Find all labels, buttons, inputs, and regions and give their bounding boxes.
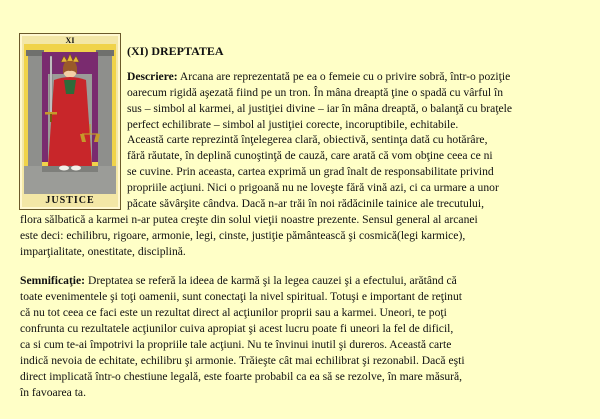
description-line: propriile acţiuni. Nici o prigoană nu ne loveşte fără vină azi, ci ca urmare a unor	[127, 181, 499, 194]
justice-tarot-card	[19, 33, 121, 210]
meaning-line: în favoarea ta.	[20, 386, 86, 399]
meaning-line: că nu tot ceea ce faci este un rezultat direct al acţiunilor proprii sau a karmei. Uneori, te poţi	[20, 306, 447, 319]
justice-card-illustration	[20, 34, 120, 209]
description-line: fără răutate, în deplină cunoştinţă de cauză, care arată că vom obţine ceea ce ni	[127, 149, 493, 162]
description-line: Descriere: Arcana are reprezentată pe ea o femeie cu o privire sobră, într-o poziţie	[127, 70, 511, 83]
page-title: (XI) DREPTATEA	[127, 44, 224, 58]
description-line: oarecum rigidă aşezată fiind pe un tron. În mâna dreaptă ţine o spadă cu vârful în	[127, 86, 503, 99]
card-number: XI	[65, 36, 75, 45]
card-name: JUSTICE	[45, 195, 95, 206]
meaning-line: confrunta cu rezultatele acţiunilor cuiva apropiat şi acest lucru poate fi uneori la fel de dificil,	[20, 322, 454, 335]
description-line: imparţialitate, onestitate, disciplină.	[20, 245, 186, 258]
description-line: se cuvine. Prin aceasta, cartea exprimă un grad înalt de responsabilitate privind	[127, 165, 494, 178]
meaning-line: toate evenimentele şi toţi oamenii, sunt conectaţi la nivel spiritual. Totuşi e important de reţinut	[20, 290, 462, 303]
description-line: păcate săvârşite cândva. Dacă n-ar trăi în noi rădăcinile tainice ale trecutului,	[127, 197, 484, 210]
meaning-line: direct implicată într-o chestiune legală, este foarte probabil ca ea să se rezolve, în mare măsură,	[20, 370, 463, 383]
description-line: este deci: echilibru, rigoare, armonie, legi, cinste, justiţie pământească şi cosmică(legi karmice),	[20, 229, 466, 242]
meaning-label: Semnificaţie:	[20, 274, 86, 287]
description-line: sus – simbol al karmei, al justiţiei divine – iar în mâna dreaptă, o balanţă cu braţele	[127, 102, 513, 115]
meaning-line: ca si cum te-ai împotrivi la propriile tale acţiuni. Nu te învinui inutil şi dureros. Această carte	[20, 338, 452, 351]
meaning-line: indică nevoia de echitate, echilibru şi armonie. Trăieşte cât mai echilibrat şi rezonabil. Dacă eşti	[20, 354, 465, 367]
meaning-line: Semnificaţie: Dreptatea se referă la ideea de karmă şi la legea cauzei şi a efectului, arătând că	[20, 274, 457, 287]
description-line: Această carte reprezintă înţelegerea clară, obiectivă, sentinţa dată cu hotărâre,	[127, 133, 488, 146]
description-line: perfect echilibrate – simbol al justiţiei corecte, incoruptibile, echitabile.	[127, 118, 459, 131]
description-line: flora sălbatică a karmei n-ar putea creşte din solul vieţii noastre prezente. Sensul general al arcanei	[20, 213, 478, 226]
description-label: Descriere:	[127, 70, 178, 83]
